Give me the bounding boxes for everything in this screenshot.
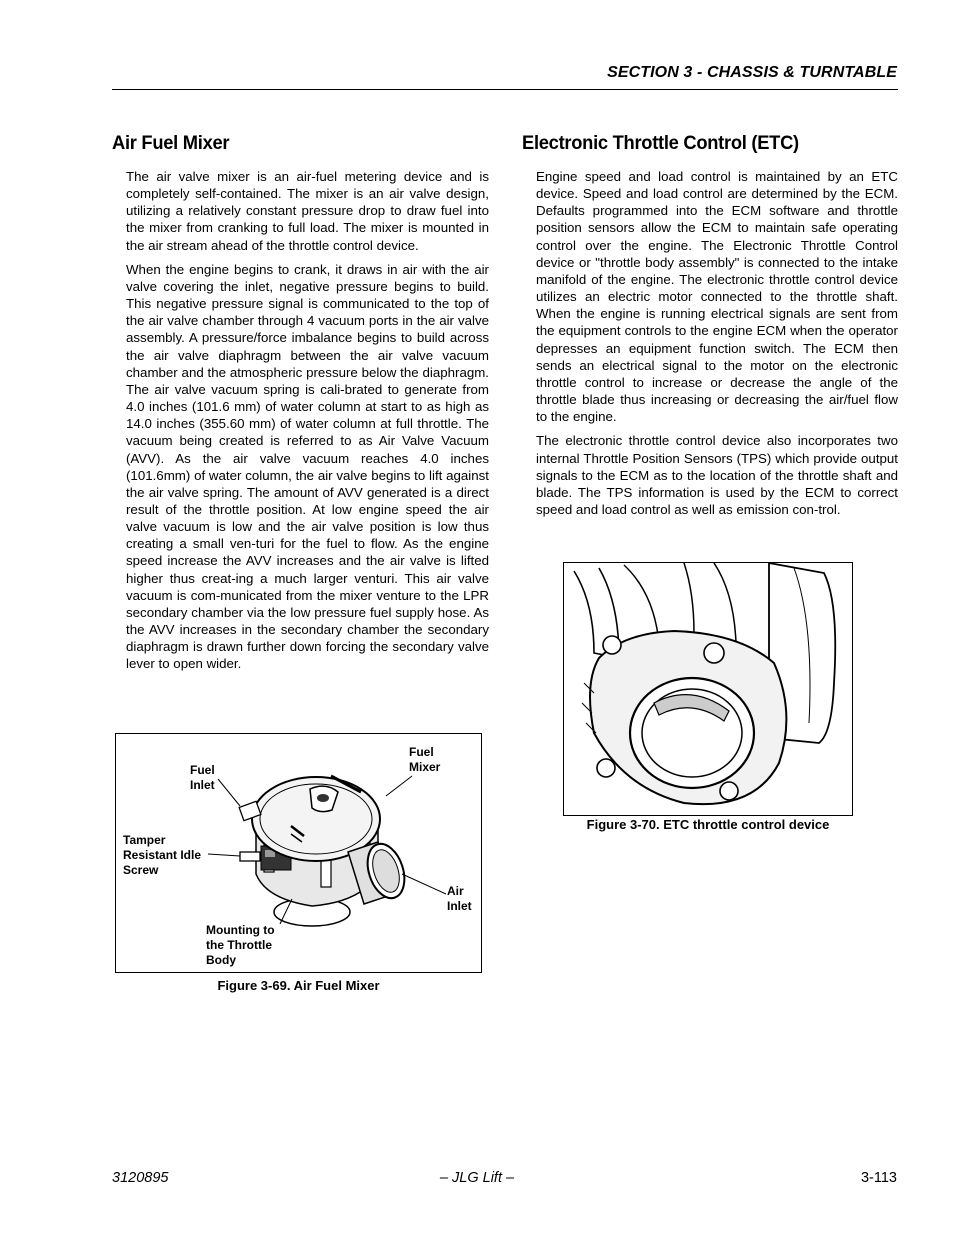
label-fuel-mixer-line-1: Fuel — [409, 745, 434, 759]
label-tamper-line-1: Tamper — [123, 833, 166, 847]
right-column — [522, 132, 898, 518]
air-fuel-mixer-illustration — [116, 734, 480, 971]
label-tamper-line-3: Screw — [123, 863, 159, 877]
section-title: SECTION 3 - CHASSIS & TURNTABLE — [607, 64, 897, 81]
label-fuel-inlet-line-1: Fuel — [190, 763, 215, 777]
etc-throttle-figure — [563, 562, 853, 816]
footer-brand: – JLG Lift – — [439, 1170, 515, 1186]
figure-3-70-caption: Figure 3-70. ETC throttle control device — [586, 817, 830, 832]
label-air-inlet-line-2: Inlet — [447, 899, 472, 913]
footer-doc-number: 3120895 — [112, 1170, 169, 1186]
figure-3-69-caption: Figure 3-69. Air Fuel Mixer — [217, 978, 380, 993]
label-fuel-inlet-line-2: Inlet — [190, 778, 215, 792]
air-fuel-mixer-paragraph-2: When the engine begins to crank, it draws in air with the air valve covering the inlet, negative pressure begins to build. This negative pressure signal is communicated to the top of the air valve chamber through 4 vacuum ports in the air valve assembly. A pressure/force imbalance begins to build across the air valve diaphragm between the air valve vacuum chamber and the atmospheric pressure below the diaphragm. The air valve vacuum spring is cali-brated to generate from 4.0 inches (101.6 mm) of water column at start to as high as 14.0 inches (355.60 mm) of water column at full throttle. The vacuum being created is referred to as Air Valve Vacuum (AVV). As the air valve vacuum reaches 4.0 inches (101.6mm) of water column, the air valve begins to lift against the air valve spring. The amount of AVV generated is a direct result of the throttle position. At low engine speed the air valve vacuum is low and the air valve position is low thus creating a small ven-turi for the fuel to flow. As the engine speed increase the AVV increases and the air valve is lifted higher thus creat-ing a much larger venturi. This air valve vacuum is com-municated from the mixer venture to the LPR secondary chamber via the low pressure fuel supply hose. As the AVV increases in the secondary chamber the secondary diaphragm is drawn further down forcing the secondary valve lever to open wider. — [126, 261, 489, 672]
header-rule — [112, 89, 898, 90]
etc-paragraph-2: The electronic throttle control device also incorporates two internal Throttle Position Sensors (TPS) which provide output signals to the ECM as to the location of the throttle shaft and blade. The TPS information is used by the ECM to correct speed and load control as well as emission con-trol. — [536, 433, 898, 517]
label-fuel-mixer-line-2: Mixer — [409, 760, 441, 774]
air-fuel-mixer-paragraph-1: The air valve mixer is an air-fuel metering device and is completely self-contained. The mixer is an air valve design, utilizing a relatively constant pressure drop to draw fuel into the mixer from cranking to full load. The mixer is mounted in the air stream ahead of the throttle control device. — [126, 169, 489, 253]
etc-throttle-illustration — [564, 563, 851, 814]
label-mounting-line-2: the Throttle — [206, 938, 272, 952]
footer-page-number: 3-113 — [860, 1170, 897, 1186]
heading-air-fuel-mixer: Air Fuel Mixer — [112, 132, 230, 154]
left-column — [112, 132, 489, 673]
label-tamper-line-2: Resistant Idle — [123, 848, 202, 862]
heading-electronic-throttle-control: Electronic Throttle Control (ETC) — [522, 132, 799, 154]
etc-paragraph-1: Engine speed and load control is maintained by an ETC device. Speed and load control are determined by the ECM. Defaults programmed into the ECM software and throttle position sensors allow the ECM to maintain safe operating control over the engine. The Electronic Throttle Control device or "throttle body assembly" is connected to the intake manifold of the engine. The electronic throttle control device utilizes an electric motor connected to the throttle shaft. When the engine is running electrical signals are sent from the equipment controls to the engine ECM when the operator depresses an equipment function switch. The ECM then sends an electrical signal to the motor on the electronic throttle control to increase or decrease the angle of the throttle blade thus increasing or decreasing the air/fuel flow to the engine. — [536, 169, 898, 425]
label-mounting-line-1: Mounting to — [206, 923, 275, 937]
air-fuel-mixer-figure — [115, 733, 482, 973]
label-air-inlet-line-1: Air — [447, 884, 464, 898]
label-mounting-line-3: Body — [206, 953, 236, 967]
